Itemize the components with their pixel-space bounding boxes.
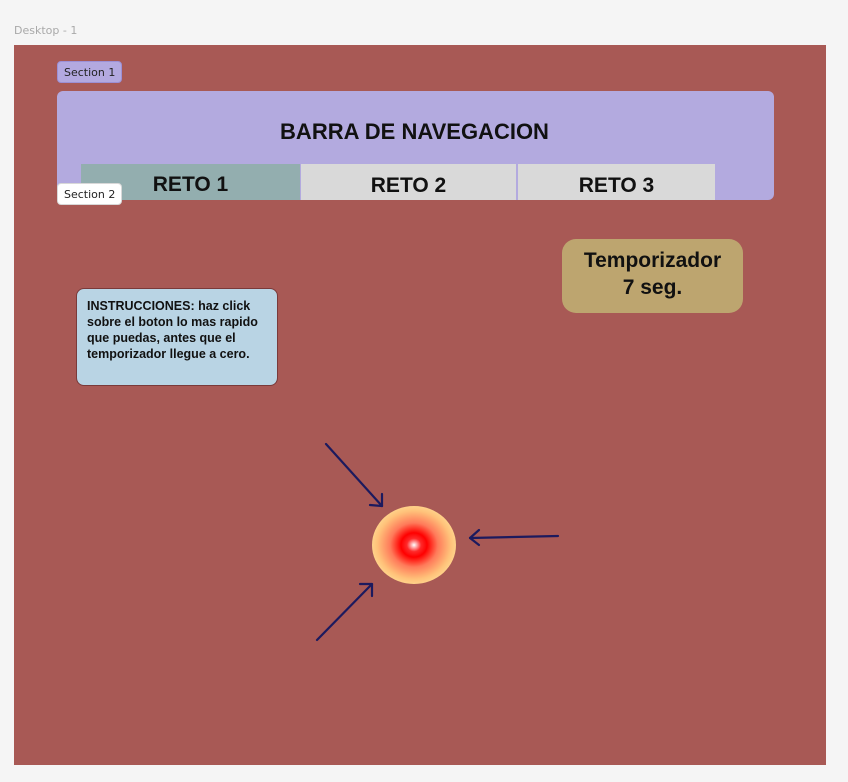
tab-reto-1[interactable]: RETO 1 bbox=[81, 164, 300, 200]
frame-label[interactable]: Desktop - 1 bbox=[14, 24, 78, 37]
section-1-tag[interactable]: Section 1 bbox=[57, 61, 122, 83]
timer-value: 7 seg. bbox=[622, 276, 683, 299]
tab-reto-2[interactable]: RETO 2 bbox=[301, 164, 517, 200]
instructions-box: INSTRUCCIONES: haz click sobre el boton lo mas rapido que puedas, antes que el temporizador llegue a cero. bbox=[76, 288, 278, 386]
tab-reto-3[interactable]: RETO 3 bbox=[518, 164, 715, 200]
navigation-bar bbox=[57, 91, 774, 200]
arrow-right-icon bbox=[462, 526, 564, 548]
arrow-top-left-icon bbox=[320, 438, 390, 513]
target-button-icon[interactable] bbox=[372, 506, 456, 584]
arrow-bottom-left-icon bbox=[312, 576, 382, 646]
section-2-tag[interactable]: Section 2 bbox=[57, 183, 122, 205]
timer-label: Temporizador bbox=[583, 249, 722, 272]
navbar-title: BARRA DE NAVEGACION bbox=[280, 119, 549, 144]
timer-display bbox=[562, 239, 743, 313]
